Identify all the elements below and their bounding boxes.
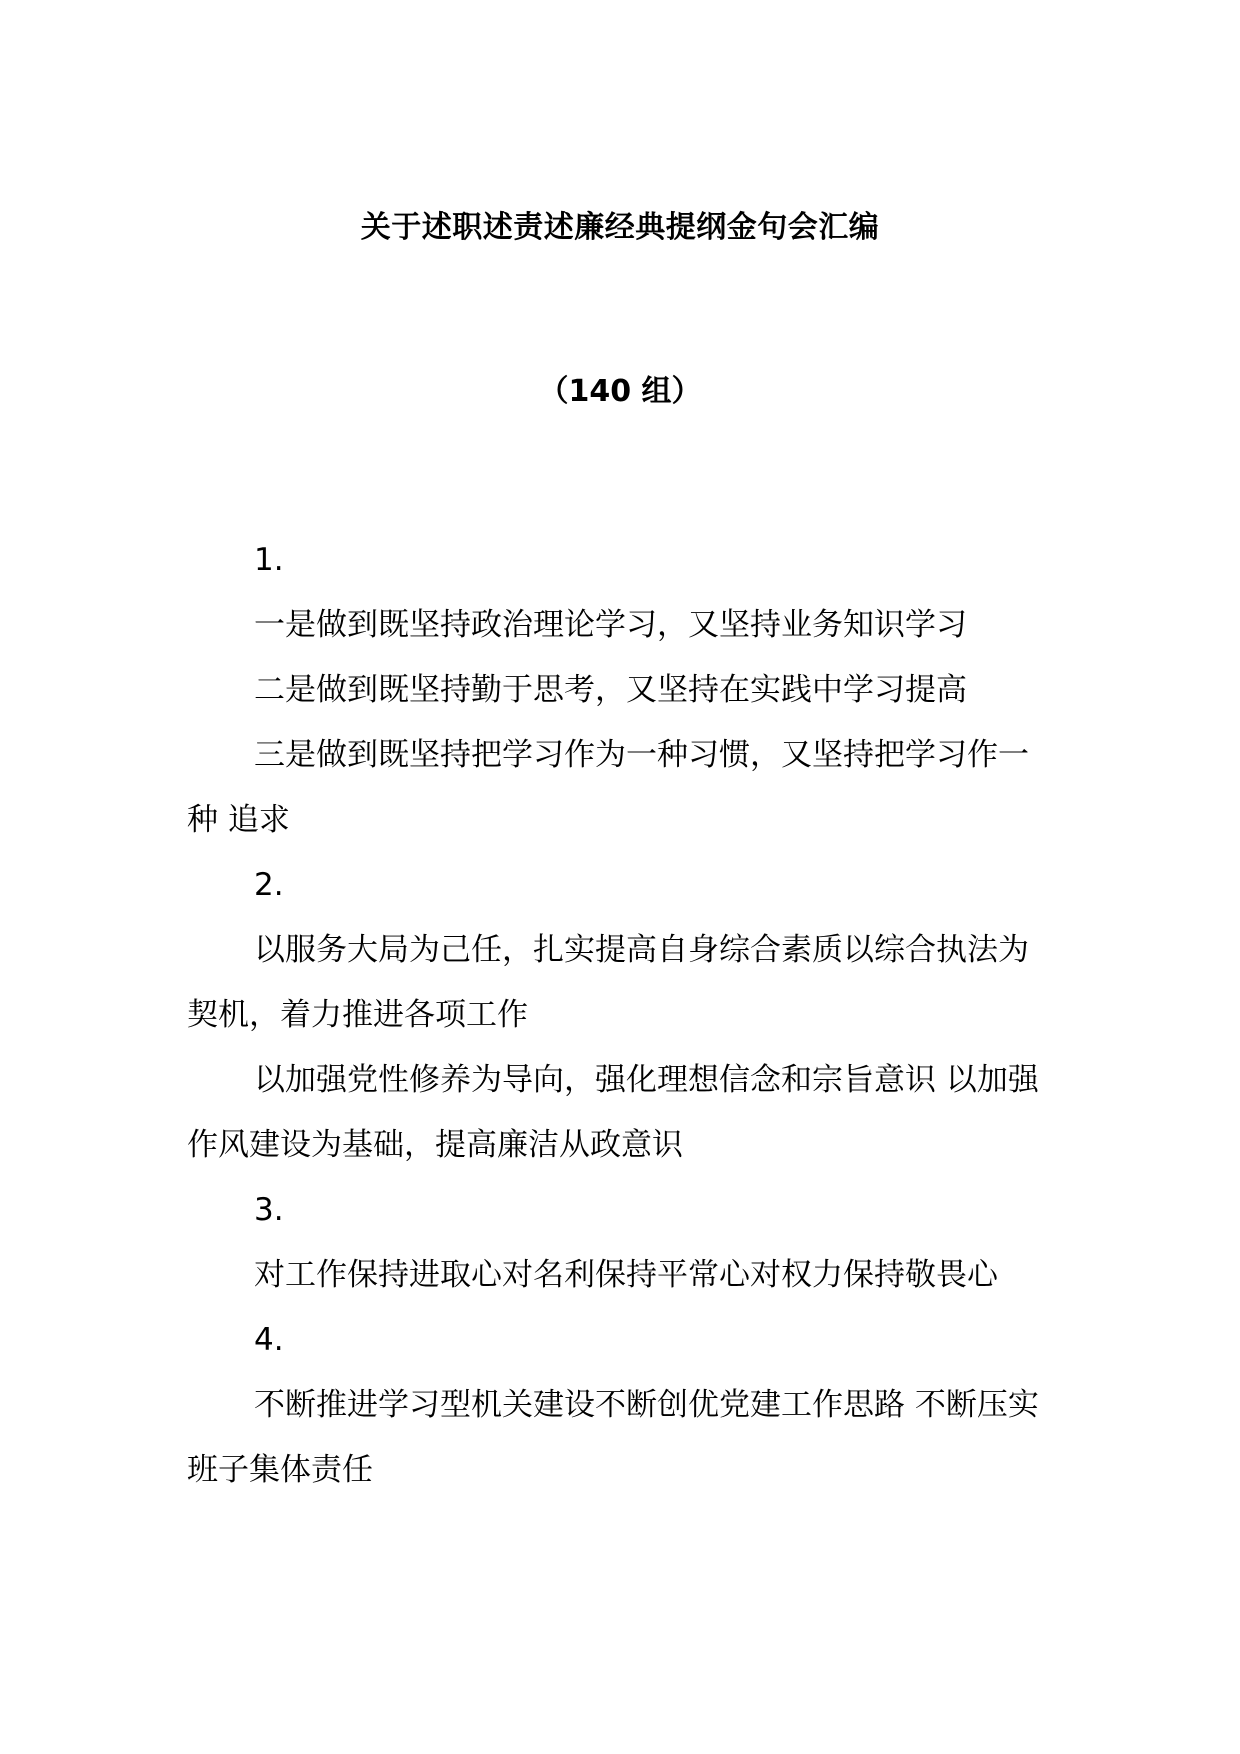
body-paragraph: 以服务大局为己任，扎实提高自身综合素质以综合执法为契机，着力推进各项工作 <box>187 932 1029 1033</box>
section-number: 4. <box>254 1322 284 1358</box>
document-body <box>187 528 1057 1503</box>
section-number: 2. <box>254 867 284 903</box>
body-paragraph: 二是做到既坚持勤于思考，又坚持在实践中学习提高 <box>254 672 967 708</box>
body-paragraph: 一是做到既坚持政治理论学习，又坚持业务知识学习 <box>254 607 967 643</box>
body-paragraph: 以加强党性修养为导向，强化理想信念和宗旨意识 以加强作风建设为基础，提高廉洁从政意识 <box>187 1062 1039 1163</box>
document-subtitle: （140 组） <box>538 374 702 409</box>
body-paragraph: 不断推进学习型机关建设不断创优党建工作思路 不断压实班子集体责任 <box>187 1387 1039 1488</box>
section-number: 3. <box>254 1192 284 1228</box>
document-title: 关于述职述责述廉经典提纲金句会汇编 <box>360 210 880 245</box>
body-paragraph: 三是做到既坚持把学习作为一种习惯，又坚持把学习作一种 追求 <box>187 737 1029 838</box>
body-paragraph: 对工作保持进取心对名利保持平常心对权力保持敬畏心 <box>254 1257 998 1293</box>
section-number: 1. <box>254 542 284 578</box>
